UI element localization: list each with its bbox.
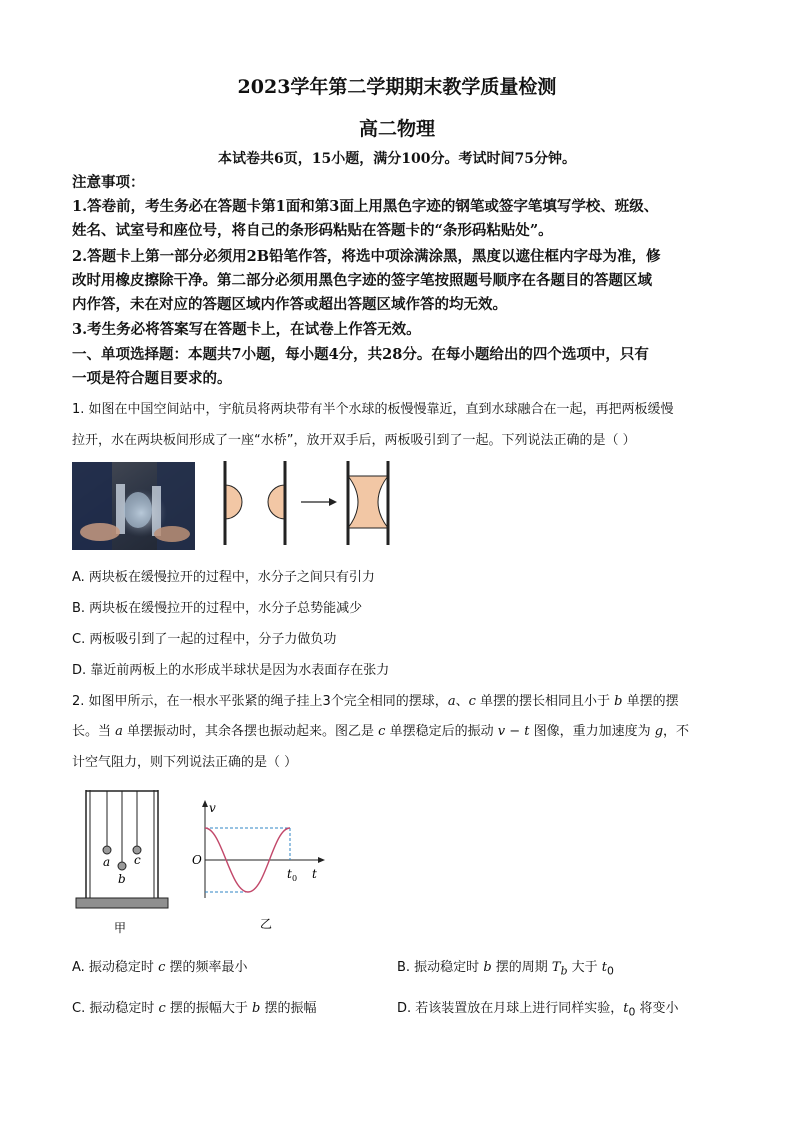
note-line: 姓名、试室号和座位号，将自己的条形码粘贴在答题卡的“条形码粘贴处”。 <box>72 222 553 239</box>
section-heading: 一项是符合题目要求的。 <box>72 370 232 387</box>
pendulum-figure <box>72 786 172 936</box>
q2-stem-line: 长。当 a 单摆振动时，其余各摆也振动起来。图乙是 c 单摆稳定后的振动 v − t 图像，重力加速度为 g，不 <box>72 724 690 739</box>
notes-heading: 注意事项： <box>72 174 145 191</box>
q2-option-c: C. 振动稳定时 c 摆的振幅大于 b 摆的振幅 <box>72 1001 317 1016</box>
q2-stem-line: 2. 如图甲所示，在一根水平张紧的绳子挂上3个完全相同的摆球，a、c 单摆的摆长相同且小于 b 单摆的摆 <box>72 694 679 709</box>
q2-option-d: D. 若该装置放在月球上进行同样实验，$t_0$ 将变小 <box>397 1001 679 1019</box>
note-line: 改时用橡皮擦除干净。第二部分必须用黑色字迹的签字笔按照题号顺序在各题目的答题区域 <box>72 272 652 289</box>
ball-a-label: a <box>103 855 111 869</box>
vt-graph <box>188 798 328 938</box>
q2-option-a: A. 振动稳定时 c 摆的频率最小 <box>72 960 248 975</box>
note-line: 3.考生务必将答案写在答题卡上，在试卷上作答无效。 <box>72 321 421 338</box>
q2-stem-line: 计空气阻力，则下列说法正确的是（ ） <box>72 755 298 770</box>
t0-subscript: 0 <box>292 874 298 883</box>
note-line: 2.答题卡上第一部分必须用2B铅笔作答，将选中项涂满涂黑，黑度以遮住框内字母为准，修 <box>72 248 661 265</box>
q1-stem-line: 1. 如图在中国空间站中，宇航员将两块带有半个水球的板慢慢靠近，直到水球融合在一起，再把两板缓慢 <box>72 402 674 417</box>
subject-title: 高二物理 <box>358 118 435 140</box>
section-heading: 一、单项选择题：本题共7小题，每小题4分，共28分。在每小题给出的四个选项中，只有 <box>72 346 649 363</box>
figure-jia-label: 甲 <box>114 921 127 935</box>
axis-t-label: t <box>312 867 317 881</box>
ball-b-label: b <box>118 872 126 886</box>
exam-title: 2023学年第二学期期末教学质量检测 <box>237 76 557 98</box>
note-line: 内作答，未在对应的答题区域内作答或超出答题区域作答的均无效。 <box>72 296 507 313</box>
note-line: 1.答卷前，考生务必在答题卡第1面和第3面上用黑色字迹的钢笔或签字笔填写学校、班级、 <box>72 198 659 215</box>
space-station-photo <box>72 462 195 550</box>
t0-label: t <box>287 867 292 881</box>
q1-option-b: B. 两块板在缓慢拉开的过程中，水分子总势能减少 <box>72 601 363 616</box>
q1-option-c: C. 两板吸引到了一起的过程中，分子力做负功 <box>72 632 337 647</box>
origin-label: O <box>192 853 202 867</box>
axis-v-label: v <box>209 801 216 815</box>
q2-option-b: B. 振动稳定时 b 摆的周期 $T_b$ 大于 $t_0$ <box>397 960 614 978</box>
figure-yi-label: 乙 <box>260 917 273 931</box>
q1-option-a: A. 两块板在缓慢拉开的过程中，水分子之间只有引力 <box>72 570 375 585</box>
exam-info: 本试卷共6页，15小题，满分100分。考试时间75分钟。 <box>218 151 576 167</box>
water-bridge-diagram <box>205 458 395 548</box>
q1-option-d: D. 靠近前两板上的水形成半球状是因为水表面存在张力 <box>72 663 390 678</box>
ball-c-label: c <box>134 853 141 867</box>
q1-stem-line: 拉开，水在两块板间形成了一座“水桥”，放开双手后，两板吸引到了一起。下列说法正确的是（ ） <box>72 433 636 448</box>
